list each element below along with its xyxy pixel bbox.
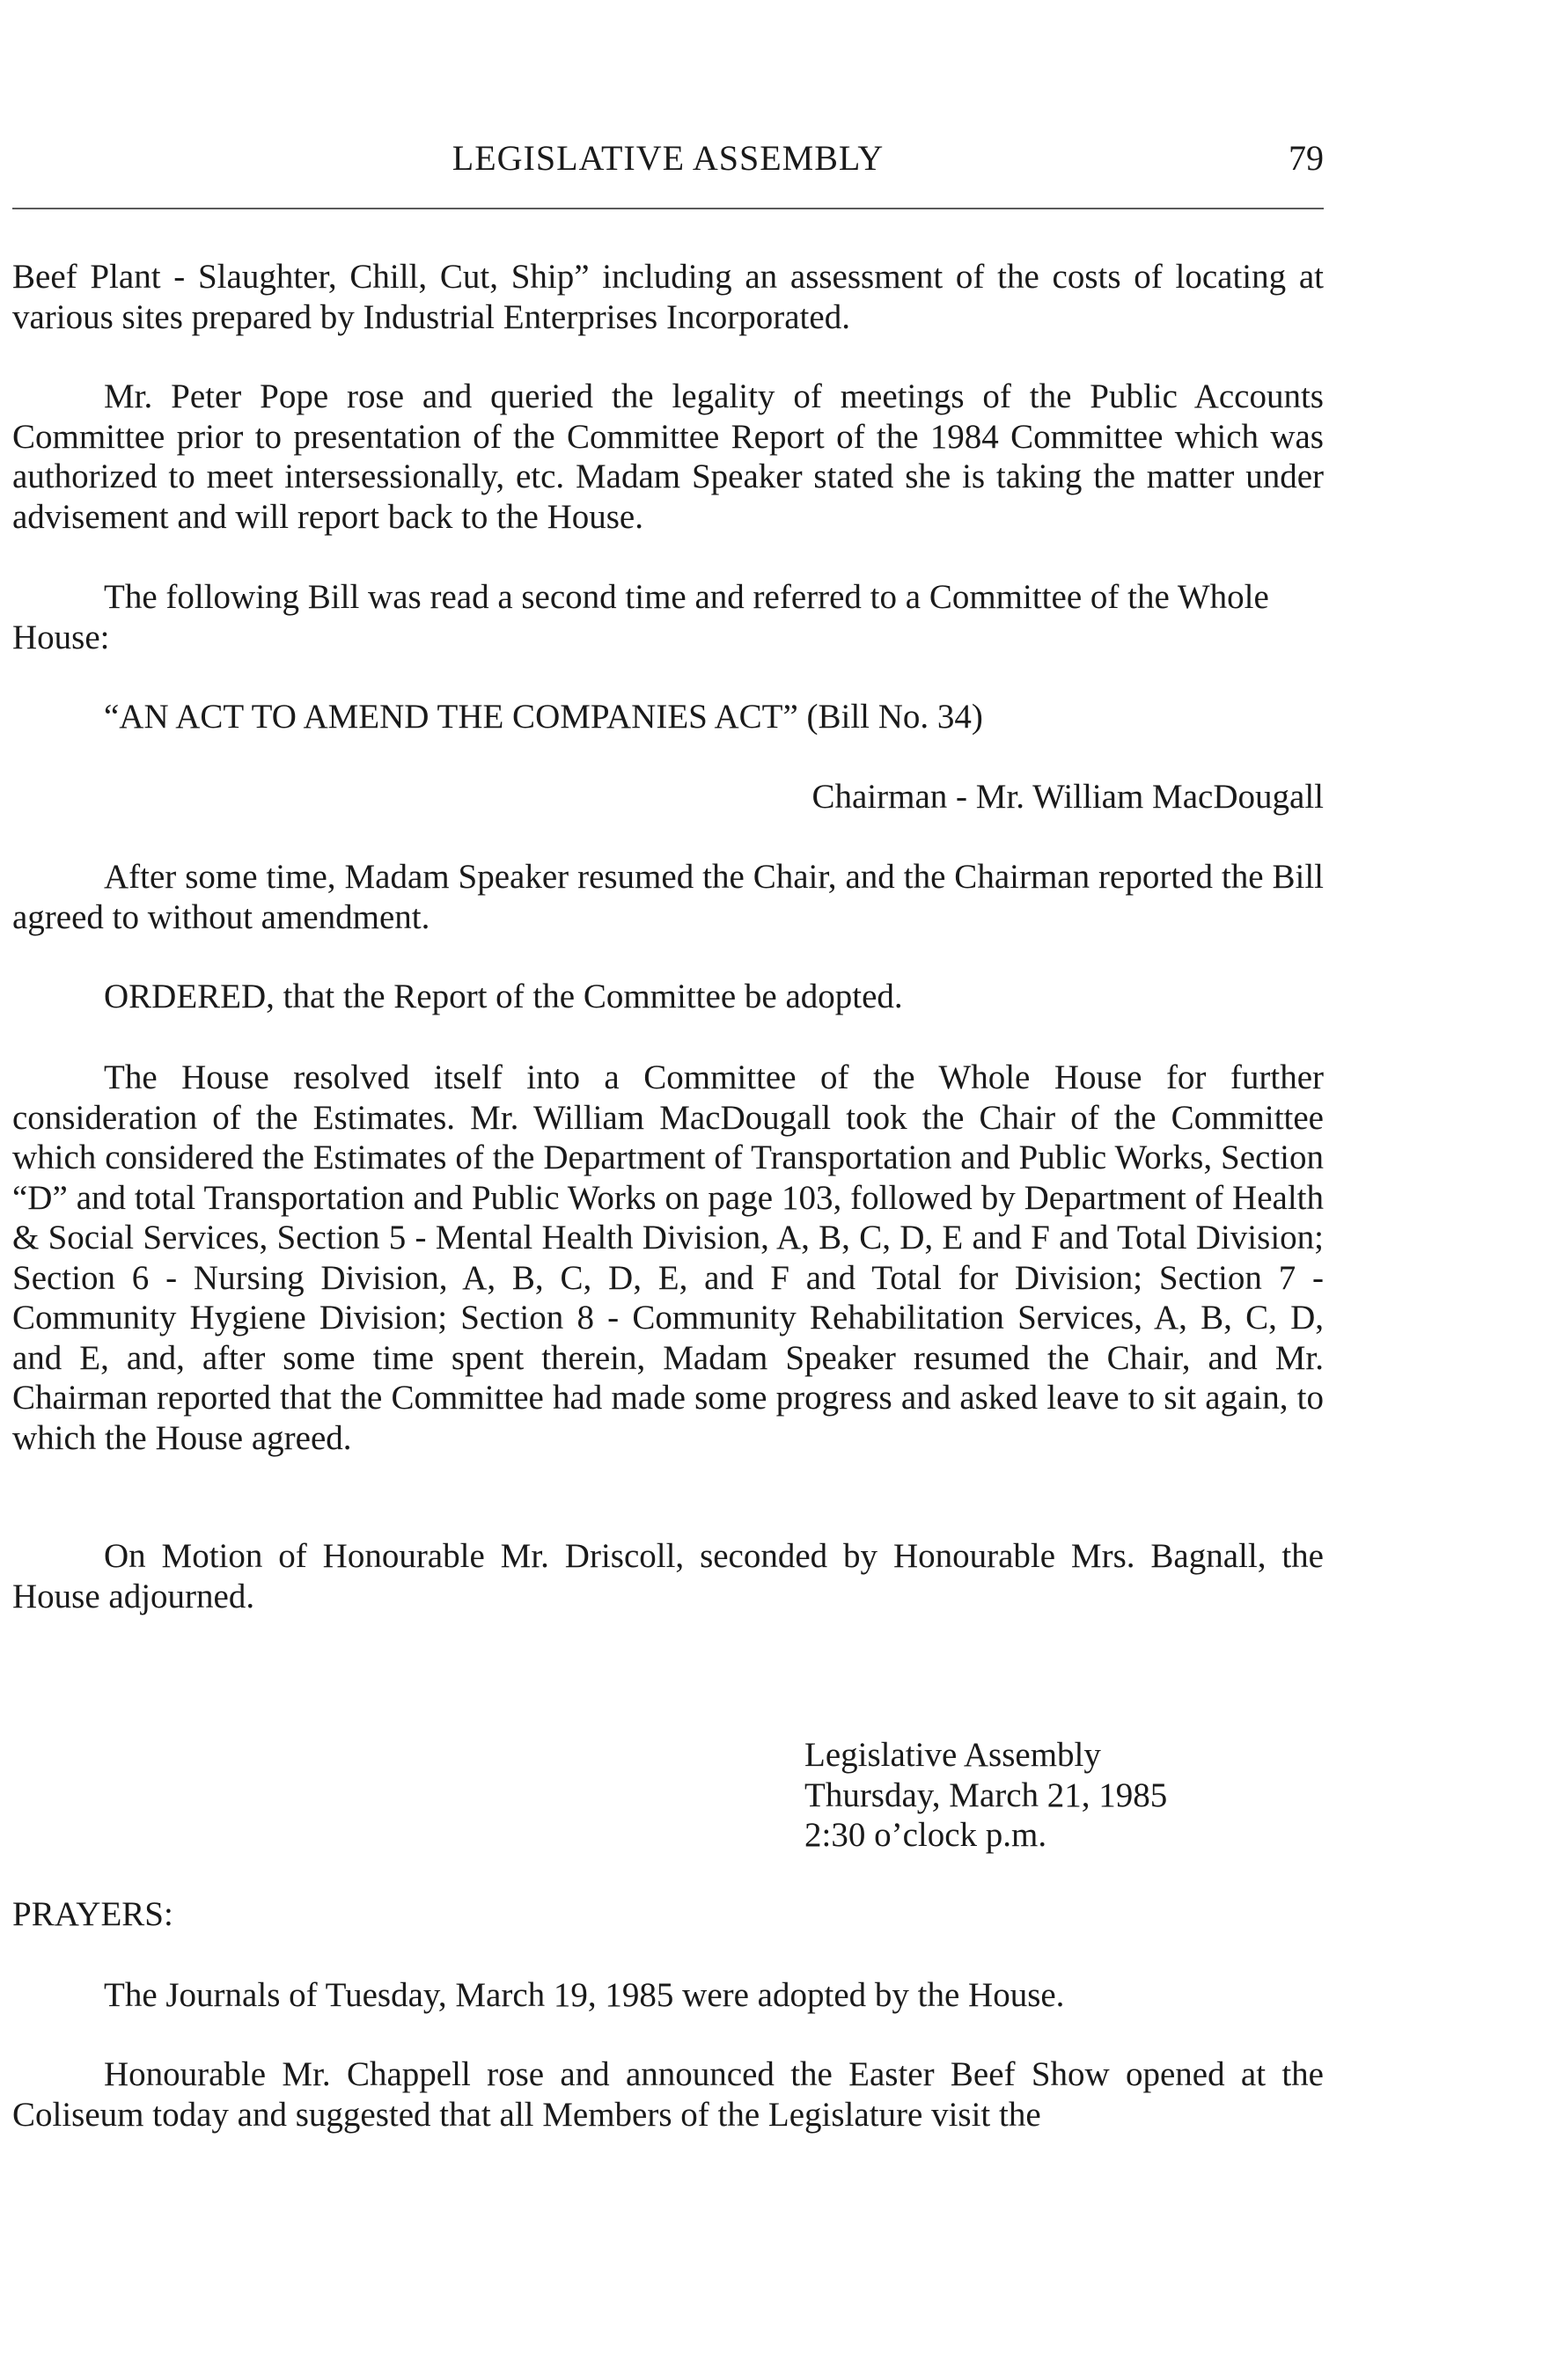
session-dateline xyxy=(804,1735,1167,1856)
paragraph-adjourned: On Motion of Honourable Mr. Driscoll, seconded by Honourable Mrs. Bagnall, the House adjourned. xyxy=(12,1537,1324,1615)
page-number: 79 xyxy=(1289,138,1324,178)
paragraph-beef-plant: Beef Plant - Slaughter, Chill, Cut, Ship” including an assessment of the costs of locating at various sites prepared by Industrial Enterprises Incorporated. xyxy=(12,258,1324,336)
bill-title: “AN ACT TO AMEND THE COMPANIES ACT” (Bill No. 34) xyxy=(104,698,983,736)
dateline-assembly: Legislative Assembly xyxy=(804,1736,1101,1774)
dateline-time: 2:30 o’clock p.m. xyxy=(804,1816,1047,1854)
paragraph-peter-pope: Mr. Peter Pope rose and queried the legality of meetings of the Public Accounts Committee prior to presentation of the Committee Report of the 1984 Committee which was authorized to meet intersessionally, etc. Madam Speaker stated she is taking the matter under advisement and will report back to the House. xyxy=(12,377,1324,536)
paragraph-journals: The Journals of Tuesday, March 19, 1985 were adopted by the House. xyxy=(104,1976,1065,2014)
paragraph-ordered: ORDERED, that the Report of the Committee be adopted. xyxy=(104,978,903,1015)
paragraph-chair-resumed: After some time, Madam Speaker resumed the Chair, and the Chairman reported the Bill agreed to without amendment. xyxy=(12,858,1324,936)
paragraph-beef-show: Honourable Mr. Chappell rose and announced the Easter Beef Show opened at the Coliseum today and suggested that all Members of the Legislature visit the xyxy=(12,2055,1324,2134)
paragraph-committee-estimates: The House resolved itself into a Committee of the Whole House for further consideration of the Estimates. Mr. William MacDougall took the Chair of the Committee which considered the Estimates of the Department of Transportation and Public Works, Section “D” and total Transportation and Public Works on page 103, followed by Department of Health & Social Services, Section 5 - Mental Health Division, A, B, C, D, E and F and Total Division; Section 6 - Nursing Division, A, B, C, D, E, and F and Total for Division; Section 7 - Community Hygiene Division; Section 8 - Community Rehabilitation Services, A, B, C, D, and E, and, after some time spent therein, Madam Speaker resumed the Chair, and Mr. Chairman reported that the Committee had made some progress and asked leave to sit again, to which the House agreed. xyxy=(12,1058,1324,1457)
paragraph-bill-second-reading: The following Bill was read a second time and referred to a Committee of the Whole House: xyxy=(12,578,1269,656)
dateline-date: Thursday, March 21, 1985 xyxy=(804,1776,1168,1814)
page-header xyxy=(12,136,1324,180)
prayers-heading: PRAYERS: xyxy=(12,1895,173,1933)
header-rule xyxy=(12,208,1324,209)
running-title: LEGISLATIVE ASSEMBLY xyxy=(452,138,885,178)
chairman-line: Chairman - Mr. William MacDougall xyxy=(811,778,1324,816)
